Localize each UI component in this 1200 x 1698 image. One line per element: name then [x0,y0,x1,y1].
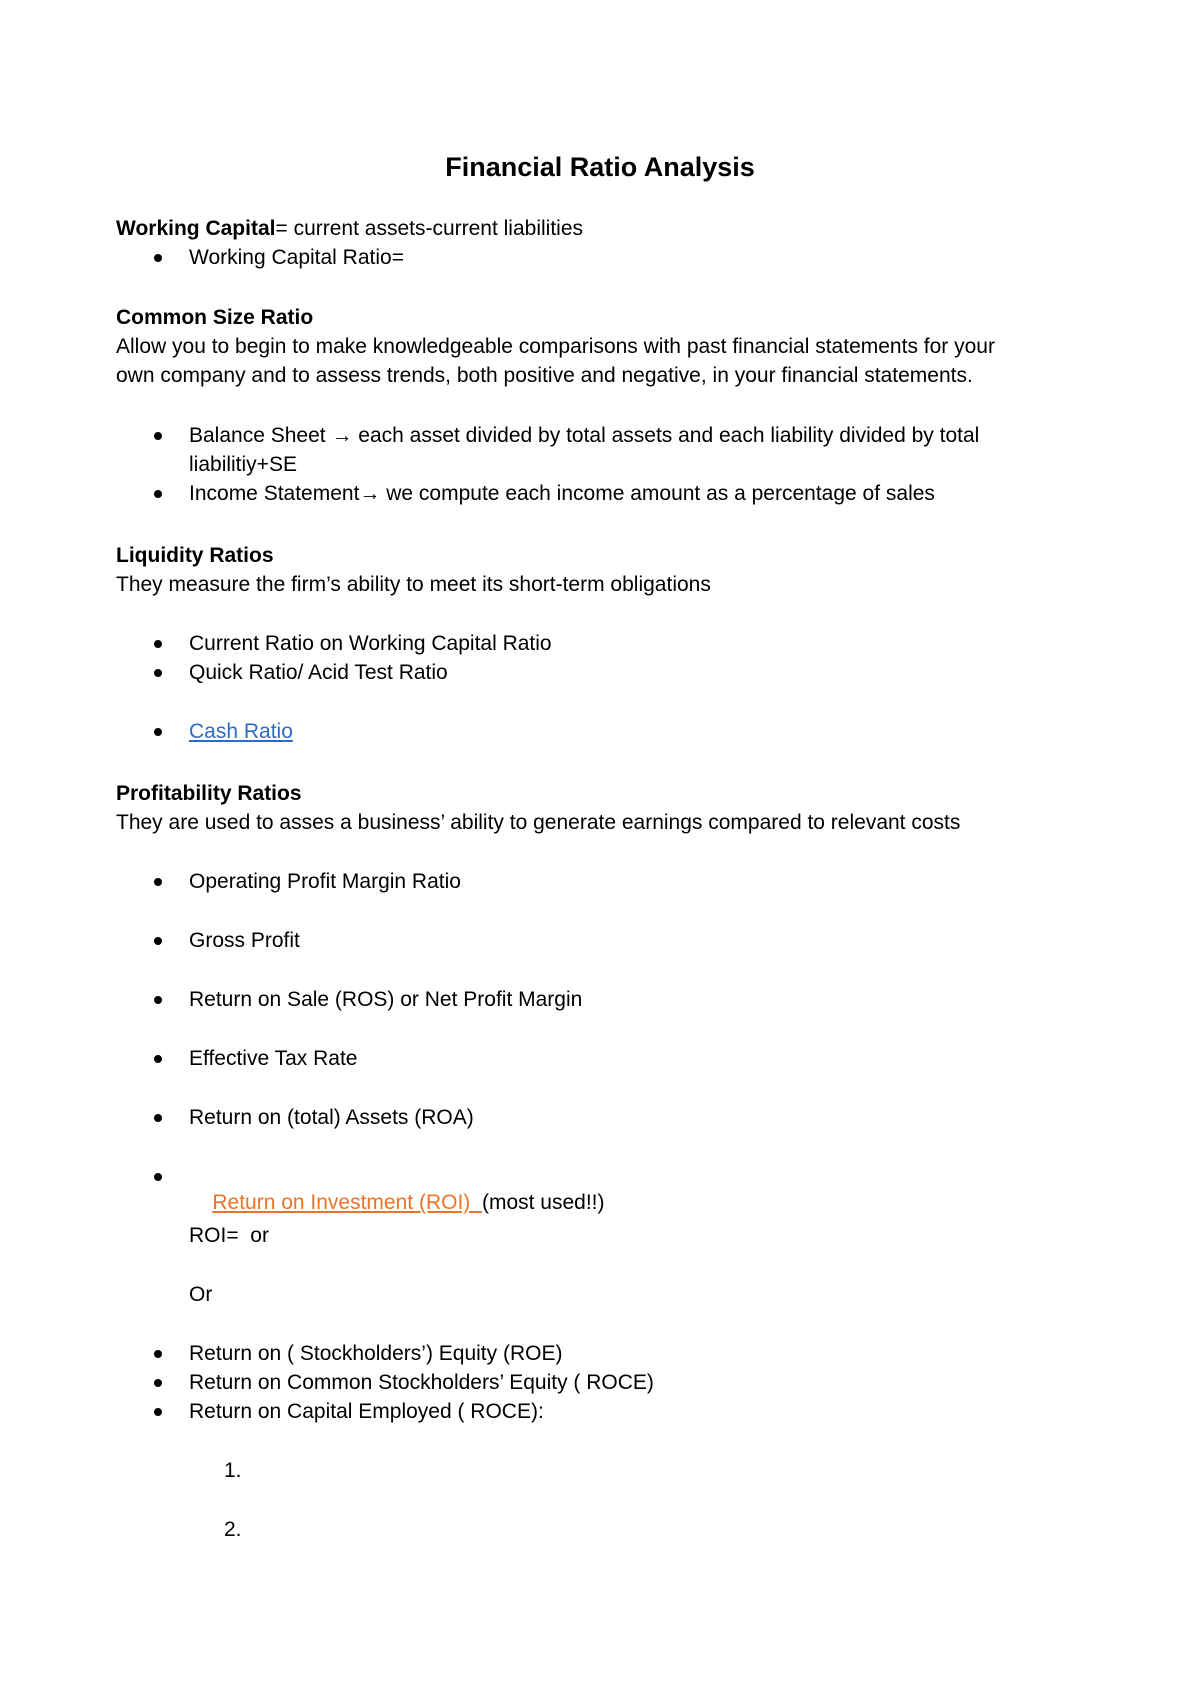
bullet-dot [154,1173,162,1181]
liquidity-item-quick-ratio: Quick Ratio/ Acid Test Ratio [189,661,448,684]
balance-sheet-label: Balance Sheet [189,424,332,447]
bullet-dot [154,640,162,648]
bullet-dot [154,728,162,736]
numbered-item-2: 2. [224,1518,242,1541]
page-title: Financial Ratio Analysis [445,152,755,182]
liquidity-description: They measure the firm’s ability to meet its short-term obligations [116,573,711,596]
arrow-right-icon: → [331,424,353,447]
common-size-description-1: Allow you to begin to make knowledgeable comparisons with past financial statements for your [116,335,995,358]
income-statement-label: Income Statement [189,482,360,505]
working-capital-line [116,216,583,242]
liquidity-item-current-ratio: Current Ratio on Working Capital Ratio [189,632,552,655]
income-statement-item [189,481,935,507]
bullet-dot [154,1055,162,1063]
profitability-item-gross: Gross Profit [189,929,300,952]
profitability-item-roce-common: Return on Common Stockholders’ Equity ( ROCE) [189,1371,654,1394]
bullet-dot [154,669,162,677]
bullet-dot [154,1114,162,1122]
bullet-dot [154,937,162,945]
common-size-description-2: own company and to assess trends, both positive and negative, in your financial statements. [116,364,973,387]
working-capital-ratio-item: Working Capital Ratio= [189,246,404,269]
balance-sheet-text: each asset divided by total assets and each liability divided by total [352,424,980,447]
bullet-dot [154,490,162,498]
arrow-right-icon: → [359,482,381,505]
balance-sheet-item [189,423,979,449]
profitability-heading: Profitability Ratios [116,782,302,805]
income-statement-text: we compute each income amount as a percentage of sales [380,482,935,505]
bullet-dot [154,1379,162,1387]
liquidity-heading: Liquidity Ratios [116,544,274,567]
bullet-dot [154,254,162,262]
common-size-heading: Common Size Ratio [116,306,314,329]
numbered-item-1: 1. [224,1459,242,1482]
working-capital-definition: = current assets-current liabilities [275,217,584,240]
bullet-dot [154,432,162,440]
profitability-item-tax: Effective Tax Rate [189,1047,358,1070]
balance-sheet-text-2: liabilitiy+SE [189,453,297,476]
roi-note: (most used!!) [481,1191,605,1214]
cash-ratio-item [189,719,293,745]
profitability-item-ros: Return on Sale (ROS) or Net Profit Margin [189,988,583,1011]
profitability-item-roa: Return on (total) Assets (ROA) [189,1106,474,1129]
roi-formula: ROI= or [189,1224,269,1247]
bullet-dot [154,1350,162,1358]
working-capital-term: Working Capital [116,217,276,240]
cash-ratio-link[interactable]: Cash Ratio [189,720,293,743]
bullet-dot [154,1408,162,1416]
bullet-dot [154,996,162,1004]
profitability-item-roce-capital: Return on Capital Employed ( ROCE): [189,1400,544,1423]
roi-link[interactable]: Return on Investment (ROI) [212,1191,482,1214]
profitability-item-roe: Return on ( Stockholders’) Equity (ROE) [189,1342,563,1365]
profitability-description: They are used to asses a business’ ability to generate earnings compared to relevant costs [116,811,961,834]
profitability-item-operating: Operating Profit Margin Ratio [189,870,461,893]
bullet-dot [154,878,162,886]
roi-or: Or [189,1283,213,1306]
